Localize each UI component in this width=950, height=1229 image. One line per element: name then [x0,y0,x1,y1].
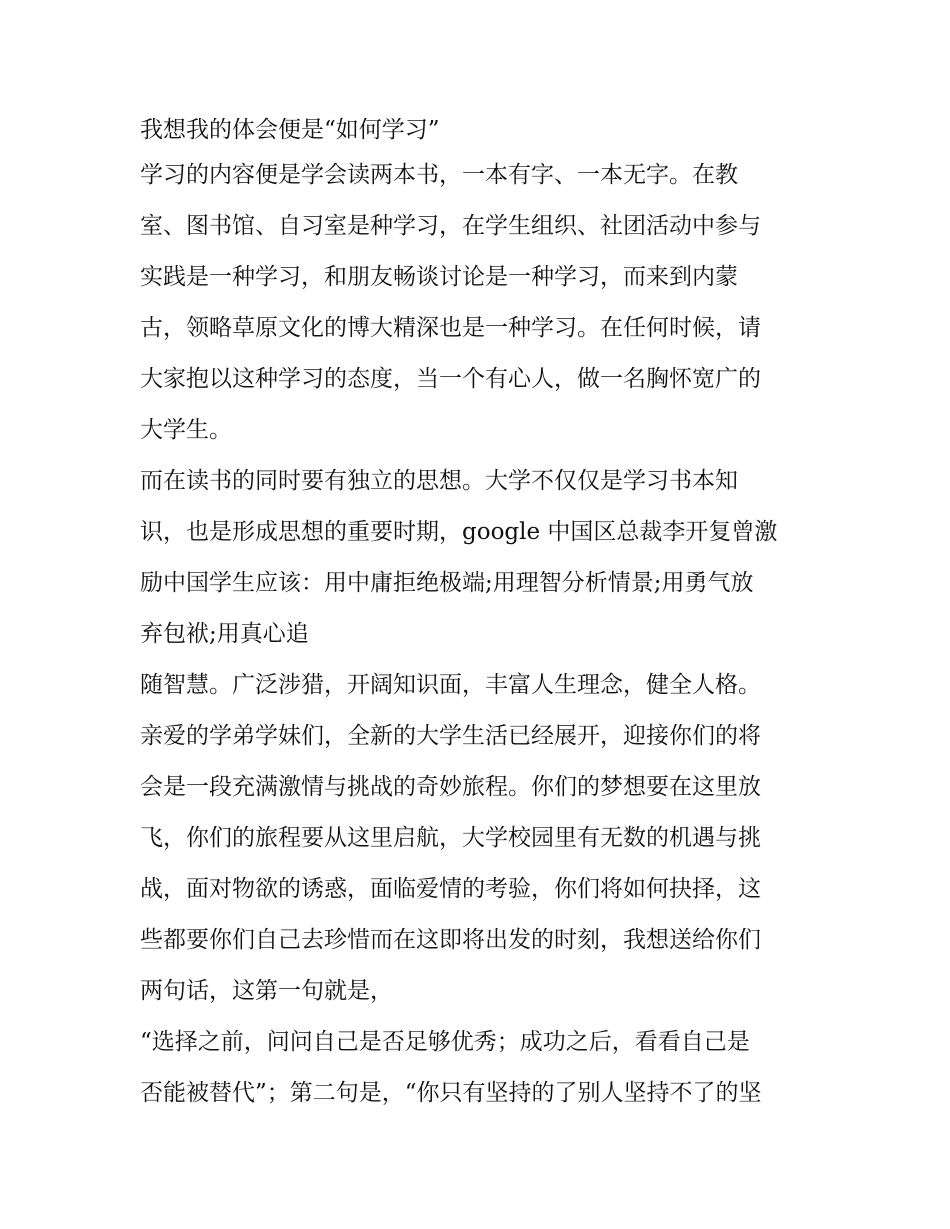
text-line: 大家抱以这种学习的态度，当一个有心人，做一名胸怀宽广的 [140,366,761,392]
text-line: 我想我的体会便是“如何学习” [140,117,440,143]
text-line: 战，面对物欲的诱惑，面临爱情的考验，你们将如何抉择，这 [140,876,761,902]
text-line: 室、图书馆、自习室是种学习，在学生组织、社团活动中参与 [140,213,761,239]
text-line: 实践是一种学习，和朋友畅谈讨论是一种学习，而来到内蒙 [140,264,738,290]
text-line: 识，也是形成思想的重要时期，google 中国区总裁李开复曾激 [140,519,778,545]
text-line: 弃包袱;用真心追 [140,621,309,647]
text-line: 学习的内容便是学会读两本书，一本有字、一本无字。在教 [140,162,738,188]
text-line: 否能被替代”；第二句是，“你只有坚持的了别人坚持不了的坚 [140,1080,762,1106]
text-line: 亲爱的学弟学妹们，全新的大学生活已经展开，迎接你们的将 [140,723,761,749]
text-line: 古，领略草原文化的博大精深也是一种学习。在任何时候，请 [140,315,761,341]
text-line: 会是一段充满激情与挑战的奇妙旅程。你们的梦想要在这里放 [140,774,761,800]
text-line: “选择之前，问问自己是否足够优秀；成功之后，看看自己是 [140,1029,750,1055]
text-line: 大学生。 [140,417,232,443]
text-line: 随智慧。广泛涉猎，开阔知识面，丰富人生理念，健全人格。 [140,672,761,698]
text-line: 两句话，这第一句就是， [140,978,393,1004]
text-line: 些都要你们自己去珍惜而在这即将出发的时刻，我想送给你们 [140,927,761,953]
text-line: 而在读书的同时要有独立的思想。大学不仅仅是学习书本知 [140,468,738,494]
document-body [140,110,820,1119]
text-line: 励中国学生应该：用中庸拒绝极端;用理智分析情景;用勇气放 [140,570,754,596]
text-line: 飞，你们的旅程要从这里启航，大学校园里有无数的机遇与挑 [140,825,761,851]
